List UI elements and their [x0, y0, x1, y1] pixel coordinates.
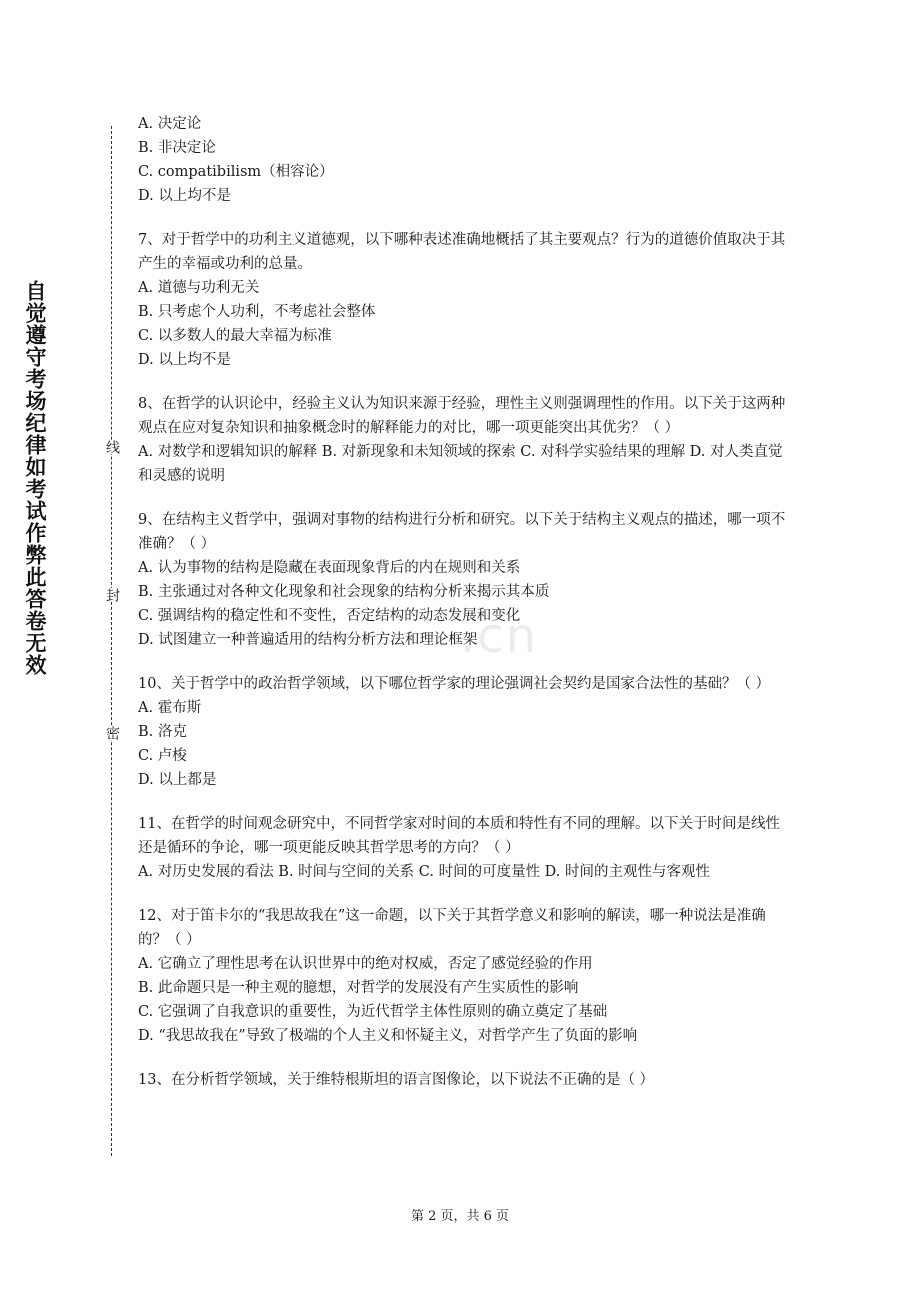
watermark: .cn [460, 608, 539, 664]
page-footer: 第 2 页，共 6 页 [410, 1209, 510, 1224]
option: A. 霍布斯 [138, 700, 202, 716]
binding-mark-secret: 密 [104, 726, 120, 740]
option: C. compatibilism（相容论） [138, 164, 334, 180]
option: C. 强调结构的稳定性和不变性，否定结构的动态发展和变化 [138, 608, 521, 624]
question-8 [138, 392, 788, 488]
option: C. 以多数人的最大幸福为标准 [138, 328, 332, 344]
question-stem: 8、在哲学的认识论中，经验主义认为知识来源于经验，理性主义则强调理性的作用。以下关于这两种观点在应对复杂知识和抽象概念时的解释能力的对比，哪一项更能突出其优劣？（ ） [138, 396, 786, 436]
option: B. 只考虑个人功利，不考虑社会整体 [138, 304, 376, 320]
binding-dashed-line [111, 126, 112, 1156]
question-9 [138, 508, 788, 652]
option: D. “我思故我在”导致了极端的个人主义和怀疑主义，对哲学产生了负面的影响 [138, 1028, 638, 1044]
question-stem: 13、在分析哲学领域，关于维特根斯坦的语言图像论，以下说法不正确的是（ ） [138, 1072, 655, 1088]
exam-content [138, 112, 788, 1112]
option: A. 道德与功利无关 [138, 280, 260, 296]
question-13 [138, 1068, 788, 1092]
binding-mark-seal: 封 [104, 588, 120, 602]
question-6-options [138, 112, 788, 208]
option: B. 此命题只是一种主观的臆想，对哲学的发展没有产生实质性的影响 [138, 980, 579, 996]
question-stem: 7、对于哲学中的功利主义道德观，以下哪种表述准确地概括了其主要观点？行为的道德价值取决于其产生的幸福或功利的总量。 [138, 232, 786, 272]
option: D. 试图建立一种普遍适用的结构分析方法和理论框架 [138, 632, 478, 648]
inline-options: A. 对历史发展的看法 B. 时间与空间的关系 C. 时间的可度量性 D. 时间的主观性与客观性 [138, 864, 711, 880]
option: A. 认为事物的结构是隐藏在表面现象背后的内在规则和关系 [138, 560, 521, 576]
binding-mark-line: 线 [104, 440, 120, 454]
option: A. 决定论 [138, 116, 202, 132]
question-10 [138, 672, 788, 792]
option: C. 它强调了自我意识的重要性，为近代哲学主体性原则的确立奠定了基础 [138, 1004, 608, 1020]
option: B. 洛克 [138, 724, 187, 740]
option: D. 以上都是 [138, 772, 217, 788]
question-stem: 10、关于哲学中的政治哲学领域，以下哪位哲学家的理论强调社会契约是国家合法性的基础？（ ） [138, 676, 771, 692]
question-11 [138, 812, 788, 884]
option: B. 非决定论 [138, 140, 216, 156]
option: C. 卢梭 [138, 748, 187, 764]
option: D. 以上均不是 [138, 352, 231, 368]
question-12 [138, 904, 788, 1048]
binding-title: 自觉遵守考场纪律如考试作弊此答卷无效 [23, 280, 47, 676]
question-stem: 9、在结构主义哲学中，强调对事物的结构进行分析和研究。以下关于结构主义观点的描述，哪一项不准确？（ ） [138, 512, 786, 552]
question-7 [138, 228, 788, 372]
option: D. 以上均不是 [138, 188, 231, 204]
question-stem: 12、对于笛卡尔的“我思故我在”这一命题，以下关于其哲学意义和影响的解读，哪一种说法是准确的？（ ） [138, 908, 766, 948]
inline-options: A. 对数学和逻辑知识的解释 B. 对新现象和未知领域的探索 C. 对科学实验结果的理解 D. 对人类直觉和灵感的说明 [138, 444, 783, 484]
question-stem: 11、在哲学的时间观念研究中，不同哲学家对时间的本质和特性有不同的理解。以下关于时间是线性还是循环的争论，哪一项更能反映其哲学思考的方向？（ ） [138, 816, 780, 856]
option: A. 它确立了理性思考在认识世界中的绝对权威，否定了感觉经验的作用 [138, 956, 593, 972]
option: B. 主张通过对各种文化现象和社会现象的结构分析来揭示其本质 [138, 584, 550, 600]
